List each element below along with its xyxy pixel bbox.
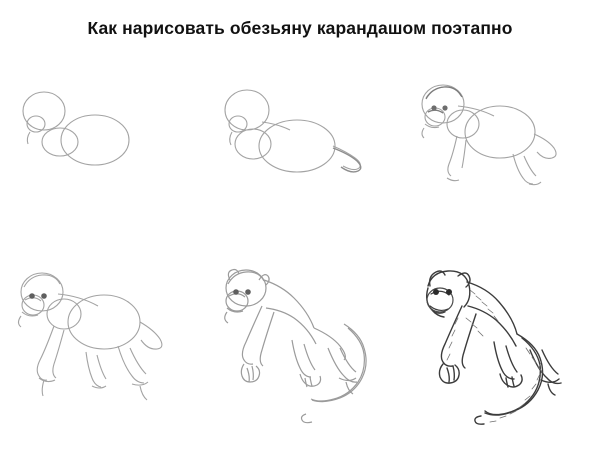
step-2-drawing [200, 62, 400, 256]
page-title: Как нарисовать обезьяну карандашом поэтапно [87, 18, 513, 38]
step-5-hands-and-tail [200, 256, 400, 450]
step-6-drawing [400, 256, 600, 450]
step-1-drawing [0, 62, 200, 256]
step-3-face-and-limbs [400, 62, 600, 256]
step-4-legs-detail [0, 256, 200, 450]
step-4-drawing [0, 256, 200, 450]
step-5-drawing [200, 256, 400, 450]
steps-grid [0, 62, 600, 450]
step-1-basic-shapes [0, 62, 200, 256]
step-6-final-shading [400, 256, 600, 450]
step-2-body-and-tail [200, 62, 400, 256]
step-3-drawing [400, 62, 600, 256]
